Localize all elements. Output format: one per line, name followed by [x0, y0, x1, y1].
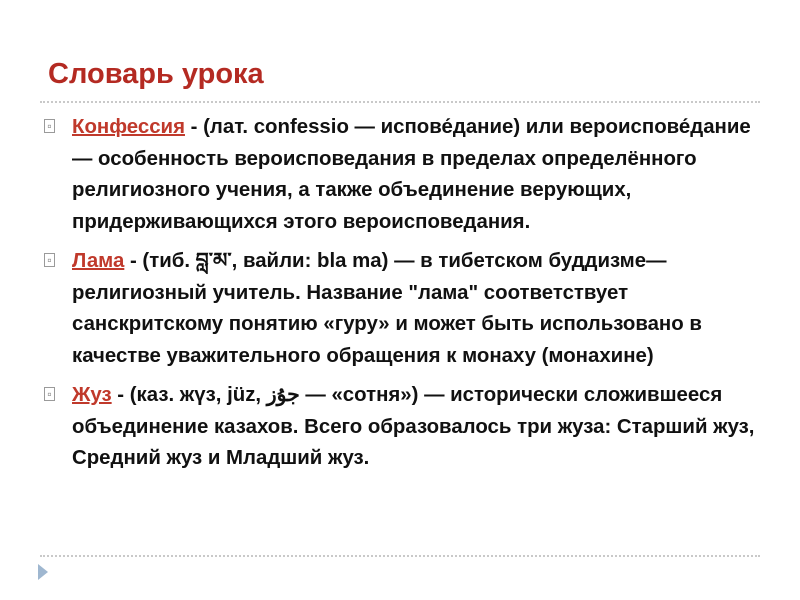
triangle-arrow-icon[interactable] [38, 564, 48, 580]
glossary-list [44, 112, 764, 483]
glossary-term[interactable]: Лама [72, 250, 125, 272]
glossary-item-konfessiya [44, 112, 764, 238]
square-bullet-icon: ▫ [44, 253, 55, 267]
square-bullet-icon: ▫ [44, 119, 55, 133]
glossary-definition: - (каз. жүз, jüz, جۇز — «сотня») — исторически сложившееся объединение казахов. Всего образовалось три жуза: Старший жуз, Средний жуз и Младший жуз. [72, 384, 755, 469]
footer-divider [40, 555, 760, 557]
glossary-term[interactable]: Жуз [72, 384, 112, 406]
slide-title: Словарь урока [48, 58, 264, 90]
glossary-item-lama [44, 246, 764, 372]
title-divider [40, 101, 760, 103]
glossary-definition: - (лат. confessio — испове́дание) или вероиспове́дание — особенность вероисповедания в пределах определённого религиозного учения, а также объединение верующих, придерживающихся этого вероисповедания. [72, 116, 751, 233]
glossary-term[interactable]: Конфессия [72, 116, 185, 138]
glossary-item-zhuz [44, 380, 764, 475]
square-bullet-icon: ▫ [44, 387, 55, 401]
glossary-definition: - (тиб. བླ་མ་, вайли: bla ma) — в тибетском буддизме— религиозный учитель. Название "лама" соответствует санскритскому понятию «гуру» и может быть использовано в качестве уважительного обращения к монаху (монахине) [72, 250, 702, 367]
